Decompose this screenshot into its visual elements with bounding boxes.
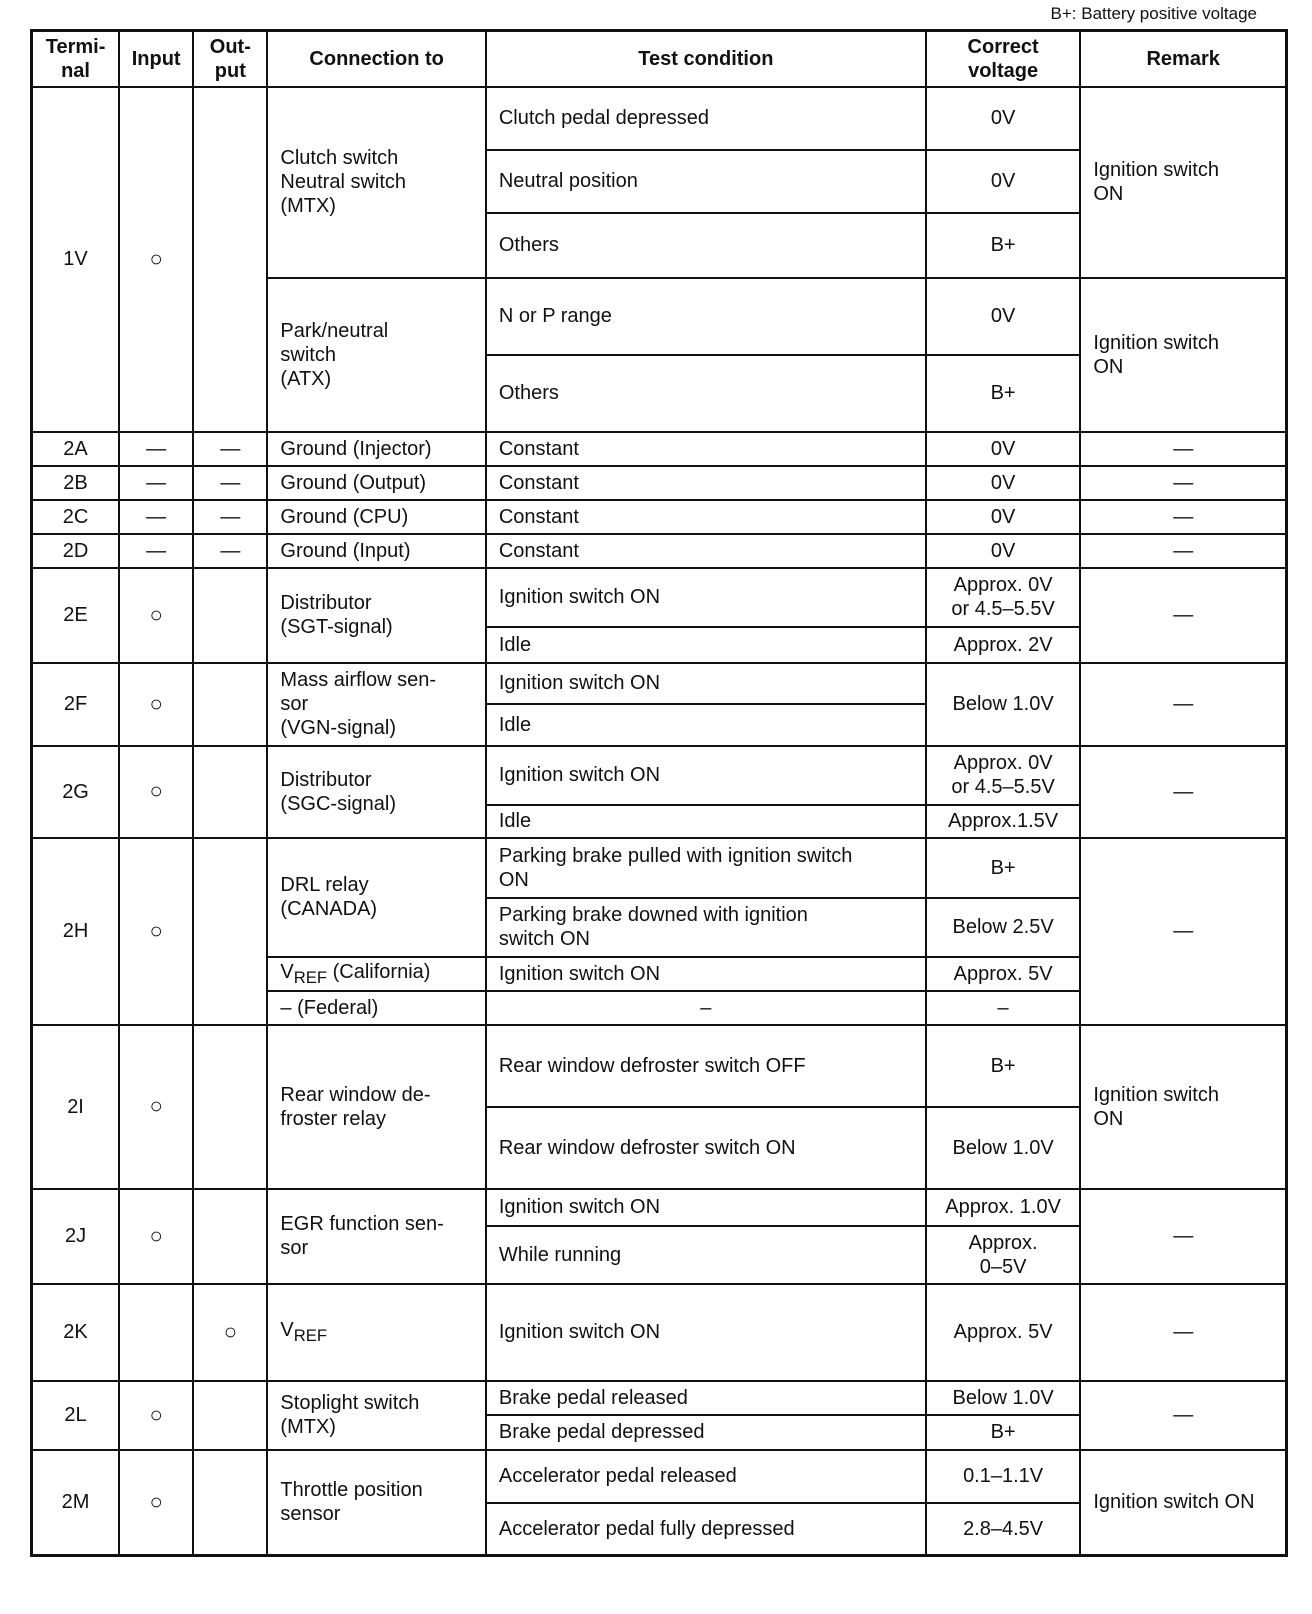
terminal-cell: 2F — [32, 663, 120, 746]
terminal-cell: 2E — [32, 568, 120, 663]
connection-cell: DRL relay (CANADA) — [267, 838, 485, 957]
test-condition-cell: Ignition switch ON — [486, 568, 926, 627]
input-mark: ○ — [119, 746, 193, 838]
remark-cell: Ignition switch ON — [1080, 87, 1286, 278]
header-input: Input — [119, 31, 193, 87]
connection-cell — [267, 1284, 485, 1381]
output-mark: ○ — [193, 1284, 267, 1381]
test-condition-cell: Accelerator pedal released — [486, 1450, 926, 1503]
test-condition-cell: Constant — [486, 432, 926, 466]
remark-cell: — — [1080, 746, 1286, 838]
test-condition-cell: Others — [486, 213, 926, 278]
connection-cell: Distributor (SGC-signal) — [267, 746, 485, 838]
remark-cell: Ignition switch ON — [1080, 1025, 1286, 1189]
terminal-cell: 2J — [32, 1189, 120, 1284]
output-cell — [193, 87, 267, 432]
terminal-cell: 2D — [32, 534, 120, 568]
output-cell — [193, 1025, 267, 1189]
input-mark: ○ — [119, 568, 193, 663]
test-condition-cell: Ignition switch ON — [486, 957, 926, 991]
connection-cell: Ground (Input) — [267, 534, 485, 568]
connection-cell — [267, 957, 485, 991]
test-condition-cell: Parking brake downed with ignition switch ON — [486, 898, 926, 957]
vref-subscript: REF — [293, 1326, 328, 1345]
header-connection: Connection to — [267, 31, 485, 87]
output-cell — [193, 1189, 267, 1284]
remark-cell: — — [1080, 534, 1286, 568]
remark-cell: — — [1080, 1381, 1286, 1450]
test-condition-cell: Neutral position — [486, 150, 926, 213]
table-row — [32, 663, 1287, 704]
terminal-cell: 2H — [32, 838, 120, 1025]
input-mark: ○ — [119, 1381, 193, 1450]
remark-cell: Ignition switch ON — [1080, 1450, 1286, 1556]
connection-cell: – (Federal) — [267, 991, 485, 1025]
input-dash: — — [119, 432, 193, 466]
remark-cell: — — [1080, 838, 1286, 1025]
voltage-cell: Approx. 5V — [926, 1284, 1081, 1381]
test-condition-cell: Ignition switch ON — [486, 1284, 926, 1381]
voltage-cell: 0V — [926, 500, 1081, 534]
terminal-cell: 2B — [32, 466, 120, 500]
output-dash: — — [193, 466, 267, 500]
input-mark: ○ — [119, 1025, 193, 1189]
input-mark: ○ — [119, 1189, 193, 1284]
table-row — [32, 838, 1287, 898]
test-condition-cell: Ignition switch ON — [486, 1189, 926, 1226]
table-row — [32, 432, 1287, 466]
voltage-cell: B+ — [926, 355, 1081, 432]
connection-cell: EGR function sen- sor — [267, 1189, 485, 1284]
test-condition-cell: Brake pedal depressed — [486, 1415, 926, 1450]
table-row — [32, 568, 1287, 627]
test-condition-cell: Ignition switch ON — [486, 663, 926, 704]
connection-cell: Rear window de- froster relay — [267, 1025, 485, 1189]
input-dash: — — [119, 466, 193, 500]
terminal-cell: 2I — [32, 1025, 120, 1189]
table-row — [32, 1189, 1287, 1226]
connection-cell: Mass airflow sen- sor (VGN-signal) — [267, 663, 485, 746]
connection-cell: Distributor (SGT-signal) — [267, 568, 485, 663]
test-condition-cell: Idle — [486, 627, 926, 663]
connection-cell: Park/neutral switch (ATX) — [267, 278, 485, 432]
output-cell — [193, 663, 267, 746]
header-row — [32, 31, 1287, 87]
vref-label: V — [280, 1319, 294, 1341]
table-row — [32, 500, 1287, 534]
header-correct-voltage: Correct voltage — [926, 31, 1081, 87]
test-condition-cell: – — [486, 991, 926, 1025]
input-dash: — — [119, 500, 193, 534]
connection-cell: Ground (CPU) — [267, 500, 485, 534]
connection-cell: Ground (Injector) — [267, 432, 485, 466]
test-condition-cell: Constant — [486, 534, 926, 568]
input-cell — [119, 1284, 193, 1381]
california-label: (California) — [327, 960, 431, 983]
header-test-condition: Test condition — [486, 31, 926, 87]
input-mark: ○ — [119, 838, 193, 1025]
test-condition-cell: Constant — [486, 466, 926, 500]
header-remark: Remark — [1080, 31, 1286, 87]
remark-cell: — — [1080, 500, 1286, 534]
table-row — [32, 1284, 1287, 1381]
vref-subscript: REF — [293, 967, 328, 987]
connection-cell: Clutch switch Neutral switch (MTX) — [267, 87, 485, 278]
voltage-cell: Below 1.0V — [926, 1107, 1081, 1189]
terminal-cell: 2C — [32, 500, 120, 534]
input-mark: ○ — [119, 87, 193, 432]
voltage-cell: 0V — [926, 87, 1081, 150]
input-mark: ○ — [119, 663, 193, 746]
voltage-cell: 2.8–4.5V — [926, 1503, 1081, 1556]
table-row — [32, 1381, 1287, 1415]
output-dash: — — [193, 534, 267, 568]
test-condition-cell: Idle — [486, 704, 926, 746]
table-row — [32, 534, 1287, 568]
voltage-cell: Approx. 1.0V — [926, 1189, 1081, 1226]
remark-cell: Ignition switch ON — [1080, 278, 1286, 432]
voltage-cell: Approx. 5V — [926, 957, 1081, 991]
voltage-cell: Approx. 0V or 4.5–5.5V — [926, 568, 1081, 627]
voltage-cell: Approx. 2V — [926, 627, 1081, 663]
output-cell — [193, 1450, 267, 1556]
output-dash: — — [193, 432, 267, 466]
test-condition-cell: Rear window defroster switch OFF — [486, 1025, 926, 1107]
test-condition-cell: Constant — [486, 500, 926, 534]
legend-note: B+: Battery positive voltage — [1050, 4, 1257, 23]
test-condition-cell: N or P range — [486, 278, 926, 355]
connection-cell: Ground (Output) — [267, 466, 485, 500]
terminal-cell: 2A — [32, 432, 120, 466]
test-condition-cell: While running — [486, 1226, 926, 1284]
header-terminal: Termi- nal — [32, 31, 120, 87]
voltage-cell: B+ — [926, 213, 1081, 278]
voltage-cell: Below 1.0V — [926, 1381, 1081, 1415]
terminal-cell: 2G — [32, 746, 120, 838]
terminal-voltage-table — [30, 29, 1288, 1557]
test-condition-cell: Rear window defroster switch ON — [486, 1107, 926, 1189]
table-row — [32, 1450, 1287, 1503]
input-dash: — — [119, 534, 193, 568]
table-row — [32, 1025, 1287, 1107]
voltage-cell: 0V — [926, 150, 1081, 213]
remark-cell: — — [1080, 466, 1286, 500]
output-cell — [193, 746, 267, 838]
voltage-cell: B+ — [926, 1415, 1081, 1450]
connection-cell: Stoplight switch (MTX) — [267, 1381, 485, 1450]
remark-cell: — — [1080, 1284, 1286, 1381]
terminal-cell: 2M — [32, 1450, 120, 1556]
output-cell — [193, 838, 267, 1025]
voltage-cell: – — [926, 991, 1081, 1025]
table-row — [32, 746, 1287, 805]
output-cell — [193, 568, 267, 663]
test-condition-cell: Others — [486, 355, 926, 432]
table-row — [32, 87, 1287, 150]
remark-cell: — — [1080, 663, 1286, 746]
voltage-cell: B+ — [926, 838, 1081, 898]
remark-cell: — — [1080, 568, 1286, 663]
output-dash: — — [193, 500, 267, 534]
voltage-cell: 0V — [926, 278, 1081, 355]
voltage-cell: B+ — [926, 1025, 1081, 1107]
output-cell — [193, 1381, 267, 1450]
test-condition-cell: Brake pedal released — [486, 1381, 926, 1415]
voltage-cell: 0.1–1.1V — [926, 1450, 1081, 1503]
voltage-cell: Approx.1.5V — [926, 805, 1081, 838]
test-condition-cell: Clutch pedal depressed — [486, 87, 926, 150]
test-condition-cell: Accelerator pedal fully depressed — [486, 1503, 926, 1556]
test-condition-cell: Idle — [486, 805, 926, 838]
voltage-cell: 0V — [926, 466, 1081, 500]
vref-label: V — [280, 960, 294, 983]
connection-cell: Throttle position sensor — [267, 1450, 485, 1556]
voltage-cell: 0V — [926, 432, 1081, 466]
voltage-cell: Approx. 0–5V — [926, 1226, 1081, 1284]
voltage-cell: 0V — [926, 534, 1081, 568]
remark-cell: — — [1080, 1189, 1286, 1284]
test-condition-cell: Ignition switch ON — [486, 746, 926, 805]
table-row — [32, 466, 1287, 500]
remark-cell: — — [1080, 432, 1286, 466]
terminal-cell: 2L — [32, 1381, 120, 1450]
header-output: Out- put — [193, 31, 267, 87]
voltage-cell: Approx. 0V or 4.5–5.5V — [926, 746, 1081, 805]
voltage-cell: Below 2.5V — [926, 898, 1081, 957]
terminal-cell: 1V — [32, 87, 120, 432]
input-mark: ○ — [119, 1450, 193, 1556]
terminal-cell: 2K — [32, 1284, 120, 1381]
test-condition-cell: Parking brake pulled with ignition switch ON — [486, 838, 926, 898]
voltage-cell: Below 1.0V — [926, 663, 1081, 746]
